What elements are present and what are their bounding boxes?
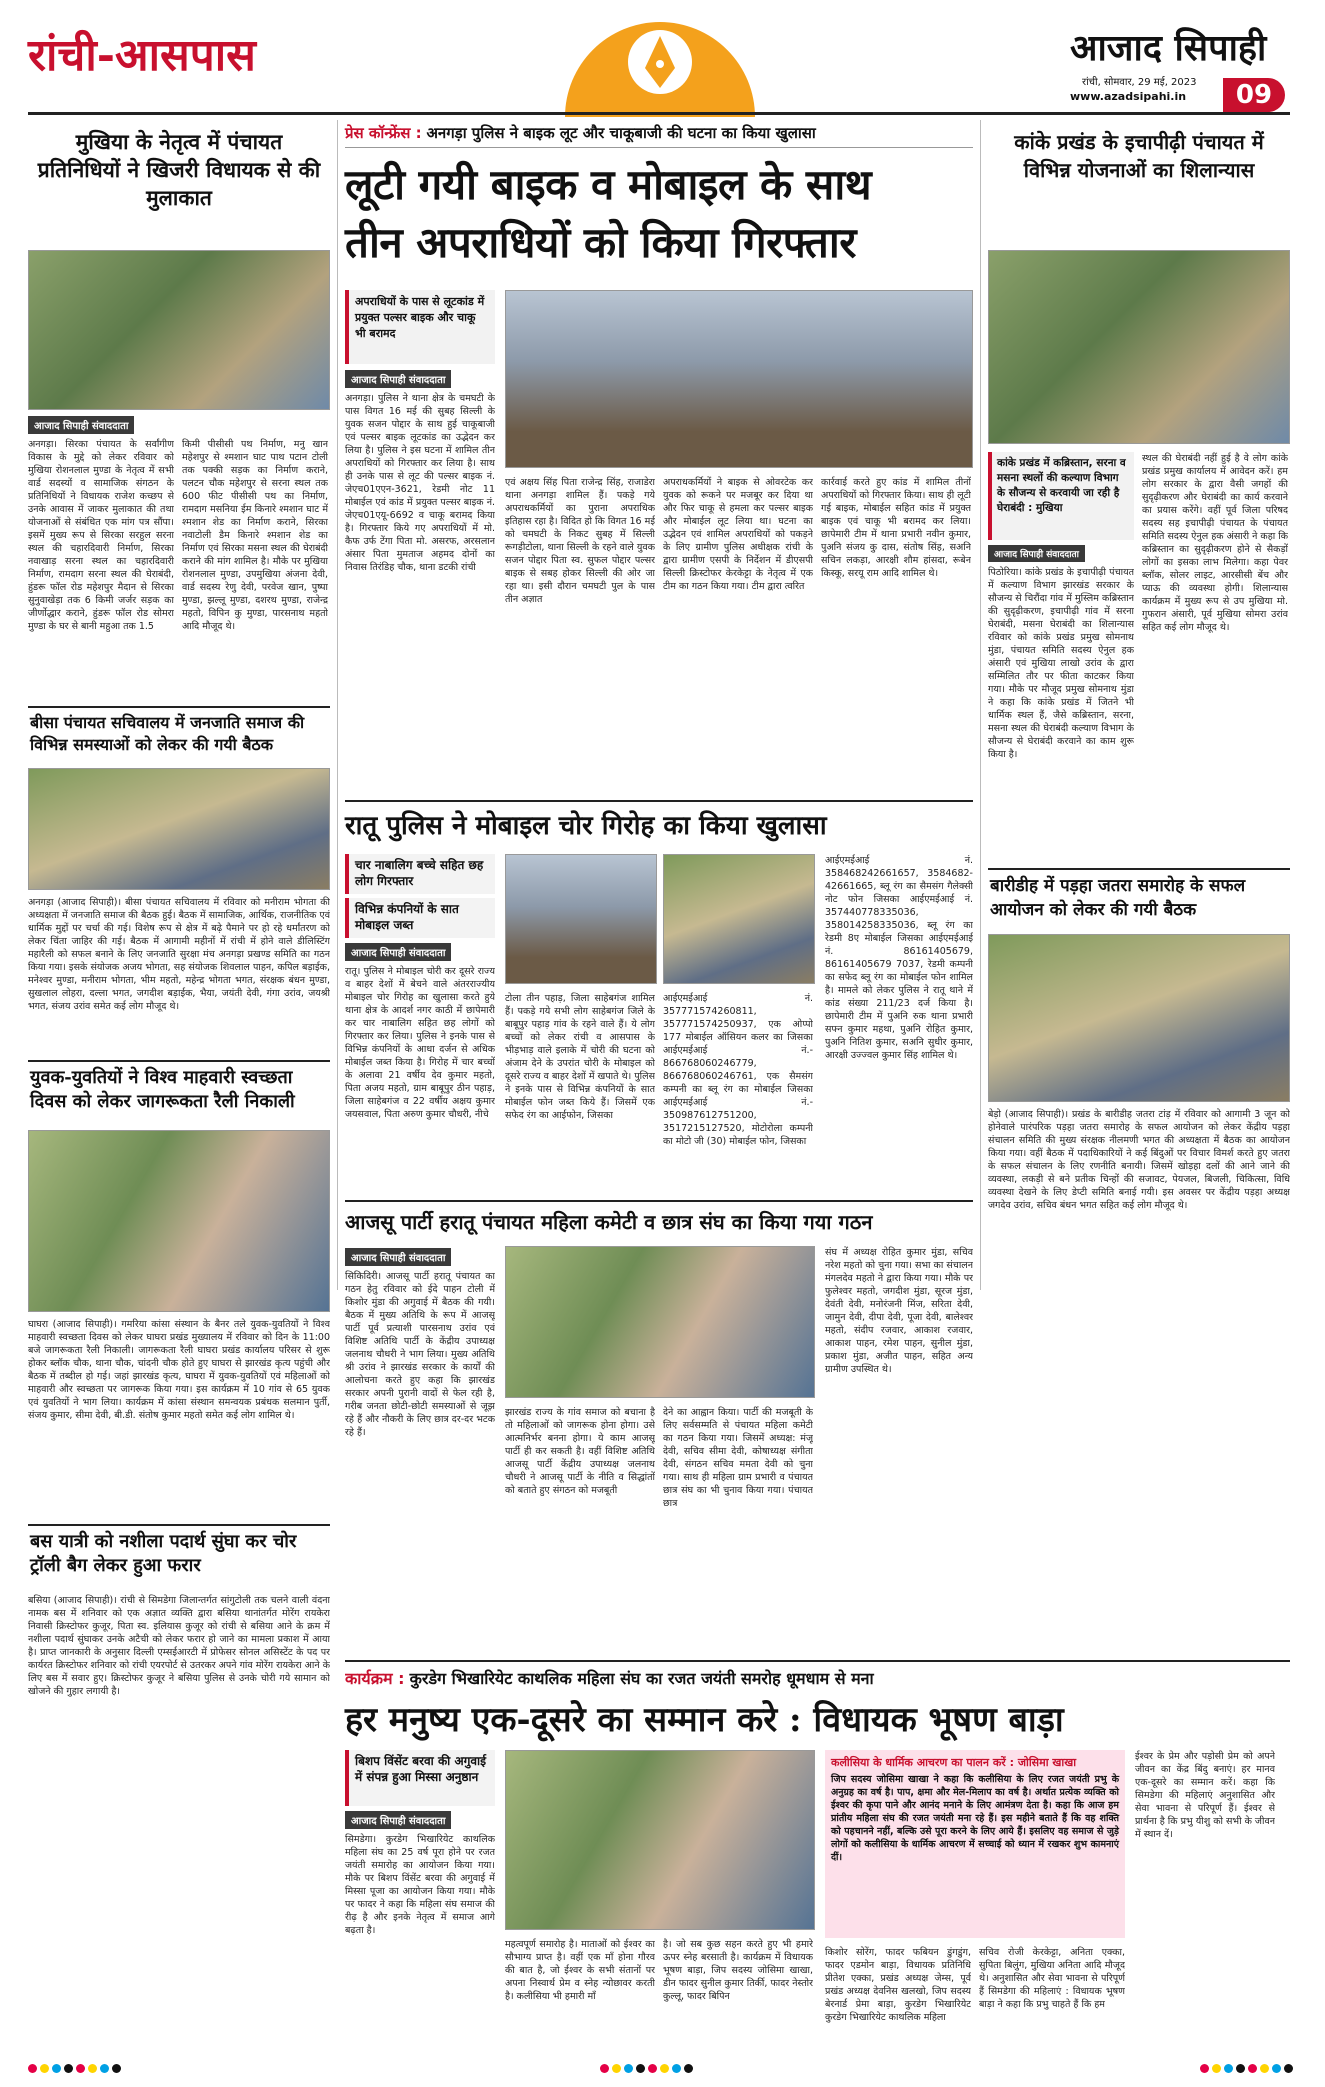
page-number: 09 [1235,80,1273,110]
byline: आजाद सिपाही संवाददाता [345,943,451,961]
story-headline: आजसू पार्टी हरातू पंचायत महिला कमेटी व छात्र संघ का किया गया गठन [345,1210,873,1234]
meeting-photo [505,1246,815,1398]
accused-photo [505,854,657,984]
registration-dot [624,2064,633,2073]
main-headline-line2: तीन अपराधियों को किया गिरफ्तार [345,218,856,267]
pen-logo-icon [565,22,755,117]
story-body: सिमडेगा। कुरडेग भिखारियेट काथलिक महिला संघ का 25 वर्ष पूरा होने पर रजत जयंती समारोह का आयोजन किया गया। मौके पर बिशप विंसेंट बरवा की अगुवाई में मिस्सा पूजा का आयोजन किया गया। मौके पर फादर ने कहा कि महिला संघ समाज की रीढ़ है और इनके नेतृत्व में समाज आगे बढ़ता है। [345,1834,495,1936]
press-conference-photo [505,290,973,468]
story-body: किमी पीसीसी पथ निर्माण, मनु खान महेशपुर से श्मशान घाट पाथ पटान टोली तक पक्की सड़क का निर्माण कराने, पलटन चौक महेशपुर से सरना स्थल तक 600 फीट पीसीसी पथ का निर्माण, रामदाग मसनिया ईम किनारे श्मशान घाट में श्मशान शेड का निर्माण कराने, सिरका नवाटोली डैम किनारे श्मशान शेड का निर्माण एवं सिरका मसना स्थल की घेराबंदी कराने की मांग शामिल है। मौके पर मुखिया रोशनलाल मुण्डा, उपमुखिया अंजना देवी, वार्ड सदस्य रेणु देवी, परवेज खान, पुष्पा मुण्डा, झल्लू मुण्डा, दशरथ मुण्डा, राजेन्द्र महतो, विपिन कु मुण्डा, पारसनाथ महतो आदि मौजूद थे। [182,439,328,632]
column-left [28,122,330,2042]
story-body: अनगड़ा (आजाद सिपाही)। बीसा पंचायत सचिवालय में रविवार को मनीराम भोगता की अध्यक्षता में जनजाति समाज की बैठक हुई। बैठक में सामाजिक, आर्थिक, राजनीतिक एवं धार्मिक मुद्दों पर चर्चा की गई। विशेष रूप से क्षेत्र में बढ़े पैमाने पर हो रहे धर्मांतरण को लेकर चिंता जाहिर की गई। बैठक में आगामी महीनों में रांची में होने वाले डीलिस्टिंग महारैली को सफल बनाने के लिए जनजाति सुरक्षा मंच अनगड़ा प्रखण्ड समिति का गठन किया गया। इसके संयोजक अजय भोगता, सह संयोजक शिवलाल पाहन, कपिल बड़ाईक, मनेश्वर मुण्डा, मनीराम भोगता, भीम महतो, महेन्द्र भोगता भगत, संरक्षक बंधन मुण्डा, सुखलाल लोहरा, दल्ला भगत, जगदीश बड़ाईक, भैया, जयंती देवी, गंगा उरांव, जयश्री भगत, संजय उरांव समेत कई लोग मौजूद थे। [28,897,330,1012]
column-divider [980,120,981,1290]
story-headline: बारीडीह में पड़हा जतरा समारोह के सफल आयोजन को लेकर की गयी बैठक [988,868,1290,930]
story-body: रातू। पुलिस ने मोबाइल चोरी कर दूसरे राज्य व बाहर देशों में बेचने वाले अंतरराज्यीय मोबाइल चोर गिरोह का खुलासा करते हुये थाना क्षेत्र के आदर्श नगर काठी में छापेमारी कर चार नाबालिग सहित छह लोगों को गिरफ्तार कर लिया। पुलिस ने इनके पास से विभिन्न कंपनियों के आधा दर्जन से अधिक मोबाईल जब्त किया है। गिरोह में चार बच्चों के अलावा 21 वर्षीय देव कुमार महतो, पिता अजय महतो, ग्राम बाबूपुर ठीन पहाड़, जिला साहेबगंज व 22 वर्षीय अक्षय कुमार जयसवाल, पिता अरुण कुमार चौधरी, नीचे [345,966,495,1120]
event-photo [505,1750,815,1930]
registration-marks-left [28,2058,124,2077]
story-body: सचिव रोजी केरकेट्टा, अनिता एक्का, सुपिता बिलुंग, मुखिया अनिता आदि मौजूद थे। अनुशासित और सेवा भावना से परिपूर्ण हैं सिमडेगा की महिलाएं : विधायक भूषण बाड़ा ने कहा कि प्रभु चाहते हैं कि हम [979,1947,1125,2010]
story-photo [28,250,330,410]
column-divider [337,120,338,1290]
pullquote: कांके प्रखंड में कब्रिस्तान, सरना व मसना स्थलों की कल्याण विभाग के सौजन्य से करवायी जा रही है घेराबंदी : मुखिया [988,452,1134,540]
story-body: अपराधकर्मियों ने बाइक से ओवरटेक कर युवक को रूकने पर मजबूर कर दिया था और फिर चाकू से हमला कर पल्सर बाइक और मोबाईल लूट लिया था। घटना का उद्भेदन एवं शामिल अपराधियों को पकड़ने के लिए ग्रामीण पुलिस अधीक्षक रांची के द्वारा ग्रामीण एसपी के निर्देशन में डीएसपी सिल्ली क्रिस्टोफर केरकेट्टा के नेतृत्व में एक टीम का गठन किया गया। टीम द्वारा त्वरित [663,477,813,592]
story-body: सिकिदिरी। आजसू पार्टी हरातू पंचायत का गठन हेतु रविवार को ईदे पाहन टोली में किशोर मुंडा की अगुवाई में बैठक की गयी। बैठक में मुख्य अतिथि के रूप में आजसू पार्टी पूर्व प्रत्याशी पारसनाथ उरांव एवं विशिष्ट अतिथि पार्टी के केंद्रीय उपाध्यक्ष जलनाथ चौधरी ने भाग लिया। मुख्य अतिथि श्री उरांव ने झारखंड सरकार के कार्यों की आलोचना करते हुए कहा कि झारखंड सरकार अपनी पुरानी वादों से फेल रही है, गरीब जनता छोटी-छोटी समस्याओं से जूझ रहे हैं और नौकरी के लिए छात्र दर-दर भटक रहे हैं। [345,1271,495,1438]
story-body: घाघरा (आजाद सिपाही)। गमरिया कांसा संस्थान के बैनर तले युवक-युवतियों ने विश्व माहवारी स्वच्छता दिवस को लेकर घाघरा प्रखंड मुख्यालय में रविवार को दिन के 11:00 बजे जागरूकता रैली निकाली। जागरूकता रैली घाघरा प्रखंड कार्यालय परिसर से शुरू होकर ब्लॉक चौक, थाना चौक, चांदनी चौक होते हुए घाघरा से झारखंड कृत्य पहुंची और बैठक में तब्दील हो गई। जहां झारखंड कृत्य, घाघरा में युवक-युवतियों एवं महिलाओं को माहवारी और स्वच्छता पर जागरूक किया गया। इस कार्यक्रम में 10 गांव से 65 युवक एवं युवतियों ने भाग लिया। कार्यक्रम में कांसा संस्थान समन्वयक प्रबंधक सलमान पुर्ती, संजय कुमार, सीमा देवी, बी.डी. संतोष कुमार महतो समेत कई लोग शामिल थे। [28,1319,330,1421]
main-headline-line1: लूटी गयी बाइक व मोबाइल के साथ [345,160,872,209]
center-lower-story [345,1200,973,1560]
registration-dot [52,2064,61,2073]
story-headline: हर मनुष्य एक-दूसरे का सम्मान करे : विधायक भूषण बाड़ा [345,1700,1064,1740]
registration-dot [660,2064,669,2073]
byline: आजाद सिपाही संवाददाता [345,1248,451,1266]
story-photo [28,768,330,890]
registration-dot [28,2064,37,2073]
registration-dot [1200,2064,1209,2073]
story-body: बेड़ो (आजाद सिपाही)। प्रखंड के बारीडीह जतरा टांड़ में रविवार को आगामी 3 जून को होनेवाले पारंपरिक पड़हा जतरा समारोह के सफल आयोजन को लेकर केंद्रीय पड़हा संचालन समिति की मुख्य संरक्षक नीलमणी भगत की अध्यक्षता में बैठक का आयोजन किया गया। वहीं बैठक में पदाधिकारियों ने कई बिंदुओं पर विचार विमर्श करते हुए जतरा के सफल संचालन के लिए रणनीति बनायी। जिसमें खोड़हा दलों की आने जाने की व्यवस्था, लकड़ी से बने प्रतीक चिन्हों की सजावट, पेयजल, बिजली, चिकित्सा, विधि व्यवस्था देखने के लिए डेप्टी समिति बनाई गयी। इस अवसर पर केंद्रीय पड़हा अध्यक्ष जगदेव उरांव, सचिव बंधन भगत सहित कई लोग मौजूद थे। [988,1109,1290,1211]
accused-photo [663,854,815,984]
kicker-label: प्रेस कॉन्फ्रेंस : [345,124,422,142]
masthead-rule [28,112,1290,115]
registration-dot [1224,2064,1233,2073]
registration-dot [88,2064,97,2073]
registration-dot [1284,2064,1293,2073]
registration-dot [612,2064,621,2073]
story-photo [988,934,1290,1102]
subhead: बिशप विंसेंट बरवा की अगुवाई में संपन्न हुआ मिस्सा अनुष्ठान [345,1750,495,1806]
story-body: ईश्वर के प्रेम और पड़ोसी प्रेम को अपने जीवन का केंद्र बिंदु बनाएं। हर मानव एक-दूसरे का सम्मान करें। कहा कि सिमडेगा की महिलाएं अनुशासित और सेवा भावना से परिपूर्ण हैं। ईश्वर से प्रार्थना है कि प्रभु यीशु को सभी के जीवन में स्थान दें। [1135,1751,1275,1840]
story-body: अनगड़ा। पुलिस ने थाना क्षेत्र के चमघटी के पास विगत 16 मई की सुबह सिल्ली के युवक सजन पोद्दार के साथ हुई चाकूबाजी एवं पल्सर बाइक लूटकांड का उद्भेदन कर लिया है। पुलिस ने इस घटना में शामिल तीन अपराधियों को गिरफ्तार कर लिया है। साथ ही उनके पास से लूट की पल्सर बाइक नं. जेएच01एएन-3621, रेडमी नोट 11 मोबाईल एवं कांड में प्रयुक्त पल्सर बाइक नं. जेएच01एयू-6692 व चाकू बरामद किया है। गिरफ्तार किये गए अपराधियों में मो. कैफ उर्फ टेंगा पिता मो. असरफ, अरसलान अंसार पिता मुमताज अहमद दोनों का निवास तिरंडिह चौक, थाना डटकी रांची [345,393,495,573]
story-headline: कांके प्रखंड के इचापीढ़ी पंचायत में विभिन्न योजनाओं का शिलान्यास [1014,130,1264,182]
story-body: कार्रवाई करते हुए कांड में शामिल तीनों अपराधियों को गिरफ्तार किया। साथ ही लूटी गई बाइक, मोबाईल सहित कांड में प्रयुक्त बाइक एवं चाकू भी बरामद कर लिया। छापेमारी टीम में थाना प्रभारी नवीन कुमार, पुअनि संजय कु दास, संतोष सिंह, सअनि सचिन लकड़ा, आरक्षी शौम हांसदा, रूबेन किस्कू, सरयू राम आदि शामिल थे। [821,477,971,579]
story-headline: रातू पुलिस ने मोबाइल चोर गिरोह का किया खुलासा [345,811,827,841]
story-photo [28,1130,330,1312]
registration-marks-right [1200,2058,1296,2077]
registration-marks-center [600,2058,696,2077]
registration-dot [1248,2064,1257,2073]
registration-dot [672,2064,681,2073]
story-body: है। जो सब कुछ सहन करते हुए भी हमारे ऊपर स्नेह बरसाती है। कार्यक्रम में विधायक भूषण बाड़ा, जिप सदस्य जोसिमा खाखा, डीन फादर सुनील कुमार तिर्की, फादर नेस्तोर कुल्लू, फादर बिपिन [663,1939,813,2002]
center-top-story [345,122,973,628]
story-headline: मुखिया के नेतृत्व में पंचायत प्रतिनिधियों ने खिजरी विधायक से की मुलाकात [37,129,321,210]
byline: आजाद सिपाही संवाददाता [28,416,134,434]
kicker-text: अनगड़ा पुलिस ने बाइक लूट और चाकूबाजी की घटना का किया खुलासा [426,124,816,142]
byline: आजाद सिपाही संवाददाता [988,545,1085,562]
column-right [988,122,1290,1398]
quote-text: जिप सदस्य जोसिमा खाखा ने कहा कि कलीसिया के लिए रजत जयंती प्रभु के अनुग्रह का वर्ष है। पाप, क्षमा और मेल-मिलाप का वर्ष है। अर्थात प्रत्येक व्यक्ति को ईश्वर की कृपा पाने और आनंद मनाने के लिए आमंत्रण देता है। कहा कि आज हम प्रांतीय महिला संघ की रजत जयंती मना रहे हैं। इस महीने बताते हैं कि वह शक्ति को पहचानने नहीं, बल्कि उसे पूरा करने के लिए आये हैं। इसलिए वह समाज से जुड़े लोगों को कलीसिया के धार्मिक आचरण में सच्चाई को ध्यान में रखकर शुभ कामनाएं दीं। [831,1774,1119,1863]
registration-dot [112,2064,121,2073]
byline: आजाद सिपाही संवाददाता [345,1811,451,1829]
story-body: स्थल की घेराबंदी नहीं हुई है वे लोग कांके प्रखंड प्रमुख कार्यालय में आवेदन करें। हम लोग सरकार के द्वारा वैसी जगहों की सुदृढ़ीकरण और घेराबंदी का कार्य करवाने का प्रयास करेंगे। वहीं पूर्व जिला परिषद सदस्य सह इचापीढ़ी पंचायत के पंचायत समिति सदस्य ऐनुल हक अंसारी ने कहा कि कब्रिस्तान का सुदृढ़ीकरण होने से सैकड़ों लोगों का इसका लाभ मिलेगा। कहा पेवर ब्लॉक, सोलर लाइट, आरसीसी बेंच और प्याऊ की व्यवस्था होगी। शिलान्यास कार्यक्रम में मुख्य रूप से उप मुखिया मो. गुफरान अंसारी, पूर्व मुखिया सोमरा उरांव सहित कई लोग मौजूद थे। [1142,453,1288,633]
registration-dot [636,2064,645,2073]
story-body: संघ में अध्यक्ष रोहित कुमार मुंडा, सचिव नरेश महतो को चुना गया। सभा का संचालन मंगलदेव महतो ने द्वारा किया गया। मौके पर फुलेश्वर महतो, जगदीश मुंडा, सूरज मुंडा, देवंती देवी, मनोरंजनी मिंज, सरिता देवी, जामुन देवी, दीपा देवी, पूजा देवी, बालेश्वर महतो, संदीप रजवार, आकाश रजवार, आकाश पाहन, रमेश पाहन, सुनील मुंडा, प्रकाश मुंडा, अजीत पाहन, सहित अन्य ग्रामीण उपस्थित थे। [825,1247,973,1375]
story-body: महत्वपूर्ण समारोह है। माताओं को ईश्वर का सौभाग्य प्राप्त है। वहीं एक माँ होना गौरव की बात है, जो ईश्वर के सभी संतानों पर अपना निस्वार्थ प्रेम व स्नेह न्योछावर करती है। कलीसिया भी हमारी माँ [505,1939,655,2002]
bottom-story [345,1660,1290,2053]
registration-dot [1272,2064,1281,2073]
quote-headline: कलीसिया के धार्मिक आचरण का पालन करें : जोसिमा खाखा [831,1756,1077,1769]
website: www.azadsipahi.in [1070,90,1187,103]
page-number-badge [1223,78,1285,112]
story-body: पिठोरिया। कांके प्रखंड के इचापीढ़ी पंचायत में कल्याण विभाग झारखंड सरकार के सौजन्य से चिरौंदा गांव में मुस्लिम कब्रिस्तान की सुदृढ़ीकरण, इचापीढ़ी गांव में सरना घेराबंदी, मसना घेराबंदी का शिलान्यास रविवार को कांके प्रखंड प्रमुख सोमनाथ मुंडा, पंचायत समिति सदस्य ऐनुल हक अंसारी एवं मुखिया लाखो उरांव के द्वारा सम्मिलित तौर पर फीता काटकर किया गया। मौके पर मौजूद प्रमुख सोमनाथ मुंडा ने कहा कि कांके प्रखंड में जितने भी धार्मिक स्थल हैं, जैसे कब्रिस्तान, सरना, मसना स्थल की घेराबंदी कल्याण विभाग के सौजन्य से घेराबंदी करवाने का काम शुरू किया है। [988,567,1134,760]
registration-dot [1212,2064,1221,2073]
story-photo [988,250,1290,444]
dateline: रांची, सोमवार, 29 मई, 2023 [1082,77,1197,88]
story-body: आईएमईआई नं. 358468242661657, 3584682-42661665, ब्लू रंग का सैमसंग गैलेक्सी नोट फोन जिसका आईएमईआई नं. 357440778335036, 358014258335036, ब्लू रंग का रेडमी 8ए मोबाईल जिसका आईएमईआई नं. 86161405679, 86161405679 7037, रेडमी कम्पनी का सफेद ब्लू रंग का मोबाईल फोन शामिल है। मामले को लेकर पुलिस ने रातू थाने में कांड संख्या 211/23 दर्ज किया है। छापेमारी टीम में पुअनि रुक थाना प्रभारी सफ्न कुमार महथा, पुअनि रोहित कुमार, पुअनि नितिश कुमार, सअनि सुधीर कुमार, आरक्षी उज्ज्वल कुमार सिंह शामिल थे। [825,855,973,1061]
pullquote: अपराधियों के पास से लूटकांड में प्रयुक्त पल्सर बाइक और चाकू भी बरामद [345,290,495,364]
byline: आजाद सिपाही संवाददाता [345,370,451,388]
registration-dot [1260,2064,1269,2073]
registration-dot [1236,2064,1245,2073]
subhead: विभिन्न कंपनियों के सात मोबाइल जब्त [345,898,495,938]
section-title: रांची-आसपास [28,30,256,81]
registration-dot [76,2064,85,2073]
story-body: झारखंड राज्य के गांव समाज को बचाना है तो महिलाओं को जागरूक होना होगा। उसे आत्मनिर्भर बनना होगा। ये काम आजसू पार्टी ही कर सकती है। वहीं विशिष्ट अतिथि आजसू पार्टी केंद्रीय उपाध्यक्ष जलनाथ चौधरी ने आजसू पार्टी के नीति व सिद्धांतों को बताते हुए संगठन को मजबूती [505,1407,655,1496]
story-body: एवं अक्षय सिंह पिता राजेन्द्र सिंह, राजाडेरा थाना अनगड़ा शामिल हैं। पकड़े गये अपराधकर्मियों का पुराना अपराधिक इतिहास रहा है। विदित हो कि विगत 16 मई को चमघटी के निकट सुबह में सिल्ली रूगड़ीटोला, थाना सिल्ली के रहने वाले युवक सजन पोद्दार पिता स्व. सुफल पोद्दार पल्सर बाइक से सबह होकर सिल्ली की ओर जा रहा था। इसी दौरान चमघटी पुल के पास तीन अज्ञात [505,477,655,605]
story-body: किशोर सोरेंग, फादर फबियन डुंगडुंग, फादर एडमोन बाड़ा, विधायक प्रतिनिधि प्रीतेश एक्का, प्रखंड अध्यक्ष जेम्स, पूर्व प्रखंड अध्यक्ष देवनिस खलखो, जिप सदस्य बेरनार्ड प्रेमा बाड़ा, कुरडेग भिखारियेट कुरडेग भिखारियेट काथलिक महिला [825,1947,971,2023]
center-mid-story [345,800,973,1196]
story-body: टोला तीन पहाड़, जिला साहेबगंज शामिल हैं। पकड़े गये सभी लोग साहेबगंज जिले के बाबूपुर पहाड़ गांव के रहने वाले हैं। ये लोग बच्चों को लेकर रांची व आसपास के भीड़भाड़ वाले इलाके में चोरी की घटना को अंजाम देने के उपरांत चोरी के मोबाइल को दूसरे राज्य व बाहर देशों में खपाते थे। पुलिस ने इनके पास से विभिन्न कंपनियों के सात मोबाईल फोन जब्त किये हैं। जिसमें एक सफेद रंग का आईफोन, जिसका [505,993,655,1121]
registration-dot [600,2064,609,2073]
registration-dot [684,2064,693,2073]
registration-dot [100,2064,109,2073]
story-body: देने का आह्वान किया। पार्टी की मजबूती के लिए सर्वसम्मति से पंचायत महिला कमेटी का गठन किया गया। जिसमें अध्यक्ष: मंजू देवी, सचिव सीमा देवी, कोषाध्यक्ष संगीता देवी, संगठन सचिव ममता देवी को चुना गया। साथ ही महिला ग्राम प्रभारी व पंचायत छात्र संघ का भी चुनाव किया गया। पंचायत छात्र [663,1407,813,1509]
story-headline: युवक-युवतियों ने विश्व माहवारी स्वच्छता दिवस को लेकर जागरूकता रैली निकाली [28,1060,330,1126]
story-headline: बस यात्री को नशीला पदार्थ सुंघा कर चोर ट्रॉली बैग लेकर हुआ फरार [28,1524,330,1590]
story-body: अनगड़ा। सिरका पंचायत के सर्वांगीण विकास के मुद्दे को लेकर रविवार को मुखिया रोशनलाल मुण्डा के नेतृत्व में सभी वार्ड सदस्यों व सामाजिक संगठन के प्रतिनिधियों ने विधायक राजेश कच्छप से उनके आवास में जाकर मुलाकात की तथा योजनाओं से संबंधित एक मांग पत्र सौंपा। इसमें मुख्य रूप से सिरका सरहुल सरना स्थल की चहारदिवारी निर्माण, सिरका नवाखाड़ सरना स्थल का चहारदिवारी निर्माण, रामदाग सरना स्थल की घेराबंदी, हुंडरू फॉल रोड महेशपुर मैदान से सिरका सुनुवाखेड़ा तक 6 किमी जर्जर सड़क का जीर्णोद्धार कराने, हुंडरू फॉल रोड सोमरा मुण्डा के घर से बानी महुआ तक 1.5 [28,439,174,632]
registration-dot [648,2064,657,2073]
subhead: चार नाबालिग बच्चे सहित छह लोग गिरफ्तार [345,854,495,894]
registration-dot [40,2064,49,2073]
story-body: बसिया (आजाद सिपाही)। रांची से सिमडेगा जिलान्तर्गत सांगुटोली तक चलने वाली वंदना नामक बस में शनिवार को एक अज्ञात व्यक्ति द्वारा बसिया थानांतर्गत मोरेंग रायकेरा निवासी क्रिस्टोफर कुजूर, पिता स्व. इलियास कुजूर को रांची से बसिया आने के क्रम में नशीला पदार्थ सुंघाकर उनके अटैची को लेकर फरार हो जाने का मामला प्रकाश में आया है। प्राप्त जानकारी के अनुसार दिल्ली एम्सईआरटी में प्रोफेसर सोनल असिस्टेंट के पद पर कार्यरत क्रिस्टोफर शनिवार को रांची एयरपोर्ट से उतरकर अपने गांव मोरेंग रायकेरा आने के लिए बस में सवार हुए। क्रिस्टोफर कुजूर ने बसिया पुलिस से उनके चोरी गये सामान को खोजने की गुहार लगायी है। [28,1595,330,1697]
quote-box [825,1750,1125,1938]
registration-dot [64,2064,73,2073]
kicker-label: कार्यक्रम : [345,1669,405,1688]
story-body: आईएमईआई नं. 357771574260811, 357771574250937, एक ओप्पो 177 मोबाईल ऑसियन कलर का जिसका आईएमईआई नं.- 866768060246779, 866768060246761, एक सैमसंग कम्पनी का ब्लू रंग का मोबाईल जिसका आईएमईआई नं.- 350987612751200, 3517215127520, मोटोरोला कम्पनी का मोटो जी (30) मोबाईल फोन, जिसका [663,993,813,1147]
paper-name: आजाद सिपाही [1070,27,1267,69]
kicker-text: कुरडेग भिखारियेट काथलिक महिला संघ का रजत जयंती समरोह धूमधाम से मना [409,1669,874,1688]
story-headline: बीसा पंचायत सचिवालय में जनजाति समाज की विभिन्न समस्याओं को लेकर की गयी बैठक [28,706,330,764]
